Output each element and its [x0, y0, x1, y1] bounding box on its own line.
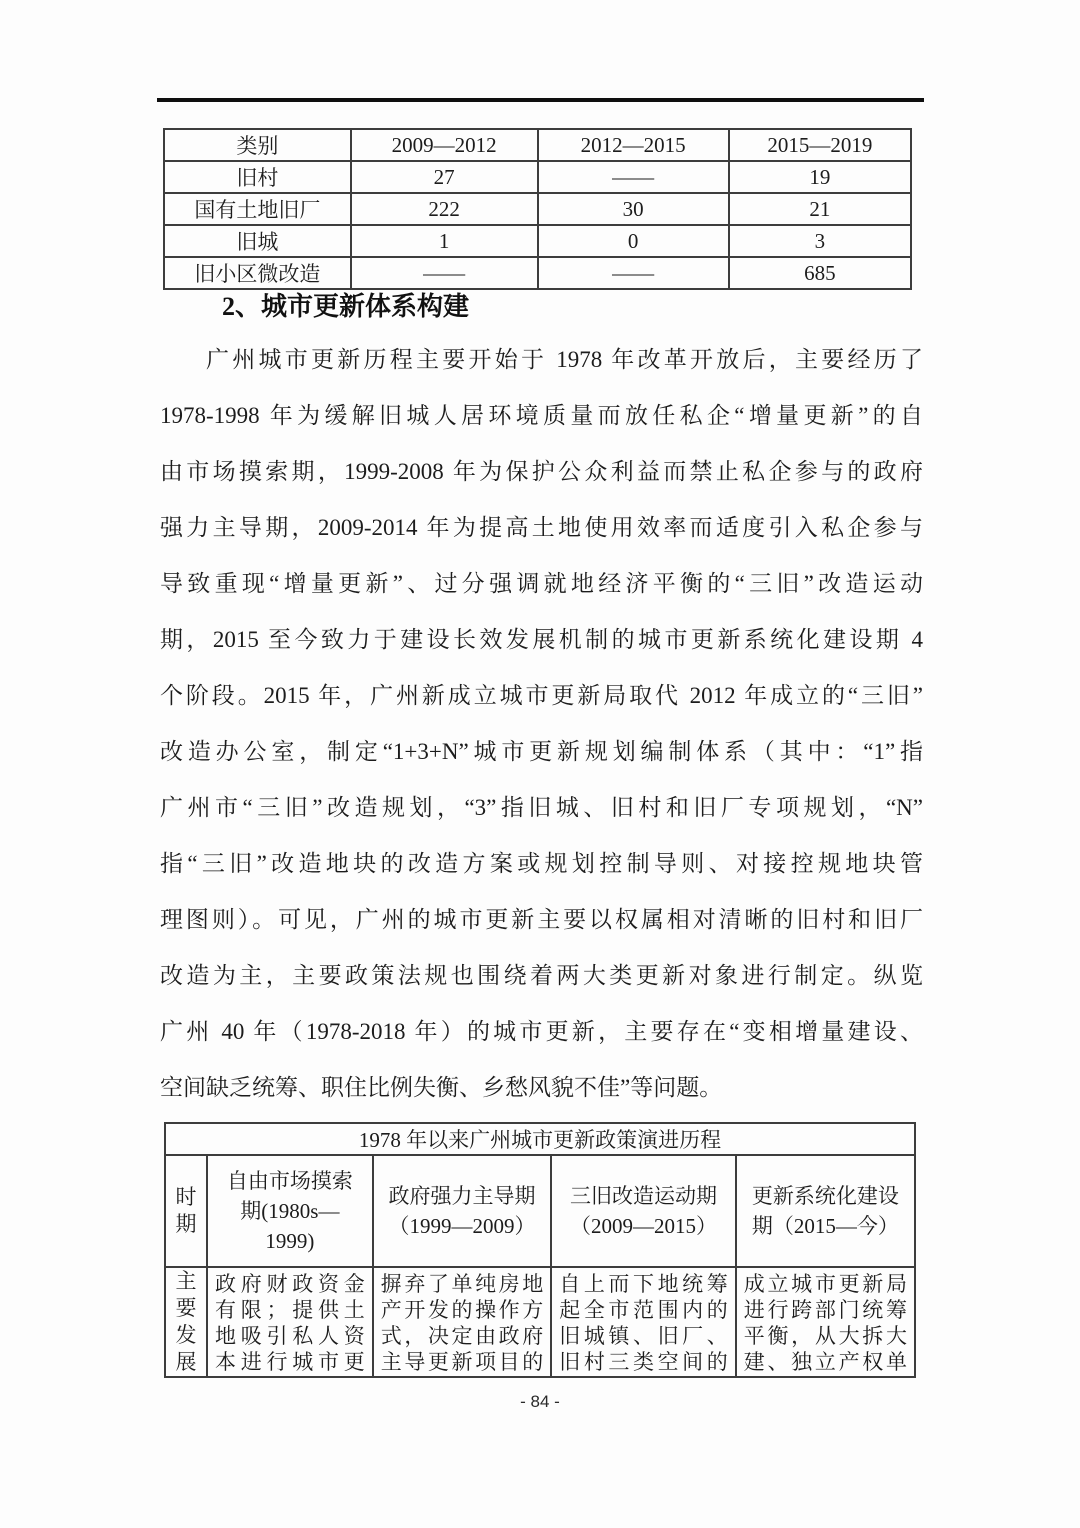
column-header: 三旧改造运动期 （2009—2015）	[551, 1155, 736, 1267]
renovation-projects-table	[163, 128, 912, 290]
cell-value: 685	[729, 257, 911, 289]
cell-value: 27	[351, 161, 538, 193]
table-row	[165, 1267, 915, 1377]
paragraph-line: 导致重现“增量更新”、过分强调就地经济平衡的“三旧”改造运动	[160, 571, 923, 596]
table-title-row	[165, 1123, 915, 1155]
cell-value: 3	[729, 225, 911, 257]
paragraph-line: 个阶段。2015 年，广州新成立城市更新局取代 2012 年成立的“三旧”	[160, 683, 923, 708]
cell-value: 21	[729, 193, 911, 225]
paragraph-line: 由市场摸索期，1999-2008 年为保护公众利益而禁止私企参与的政府	[160, 459, 923, 484]
page-number: - 84 -	[520, 1392, 560, 1411]
cell-value: ——	[351, 257, 538, 289]
cell-text: 成立城市更新局 进行跨部门统筹 平衡，从大拆大 建、独立产权单	[736, 1267, 915, 1377]
cell-value: ——	[538, 161, 729, 193]
paragraph-line: 强力主导期，2009-2014 年为提高土地使用效率而适度引入私企参与	[160, 515, 923, 540]
page-header-rule	[157, 98, 924, 102]
cell-value: 0	[538, 225, 729, 257]
cell-value: 30	[538, 193, 729, 225]
policy-evolution-table	[164, 1122, 916, 1378]
paragraph-line: 理图则）。可见，广州的城市更新主要以权属相对清晰的旧村和旧厂	[160, 907, 923, 932]
row-label: 旧小区微改造	[164, 257, 351, 289]
table-row	[164, 193, 911, 225]
cell-text: 自上而下地统筹 起全市范围内的 旧城镇、旧厂、 旧村三类空间的	[551, 1267, 736, 1377]
body-paragraph	[160, 332, 923, 1116]
section-heading: 2、城市更新体系构建	[222, 292, 470, 321]
row-label: 旧城	[164, 225, 351, 257]
paragraph-line: 改造办公室，制定“1+3+N”城市更新规划编制体系（其中：“1”指	[160, 739, 923, 764]
cell-text: 摒弃了单纯房地 产开发的操作方 式，决定由政府 主导更新项目的	[373, 1267, 552, 1377]
paragraph-line: 空间缺乏统筹、职住比例失衡、乡愁风貌不佳”等问题。	[160, 1075, 723, 1100]
column-header-period: 时 期	[165, 1155, 207, 1267]
cell-value: 1	[351, 225, 538, 257]
column-header: 自由市场摸索 期(1980s— 1999)	[207, 1155, 373, 1267]
cell-text: 政府财政资金 有限；提供土 地吸引私人资 本进行城市更	[207, 1267, 373, 1377]
cell-value: 19	[729, 161, 911, 193]
column-header: 2012—2015	[538, 129, 729, 161]
paragraph-line: 广州城市更新历程主要开始于 1978 年改革开放后，主要经历了	[206, 347, 923, 372]
paragraph-line: 广州市“三旧”改造规划，“3”指旧城、旧村和旧厂专项规划，“N”	[160, 795, 923, 820]
column-header: 政府强力主导期 （1999—2009）	[373, 1155, 552, 1267]
paragraph-line: 广州 40 年（1978-2018 年）的城市更新，主要存在“变相增量建设、	[160, 1019, 923, 1044]
table-header-row	[165, 1155, 915, 1267]
table-row	[164, 257, 911, 289]
paragraph-line: 改造为主，主要政策法规也围绕着两大类更新对象进行制定。纵览	[160, 963, 923, 988]
row-label-vertical: 主 要 发 展	[165, 1267, 207, 1377]
column-header: 2015—2019	[729, 129, 911, 161]
cell-value: ——	[538, 257, 729, 289]
table-row	[164, 161, 911, 193]
table-header-row	[164, 129, 911, 161]
table-title: 1978 年以来广州城市更新政策演进历程	[165, 1123, 915, 1155]
column-header: 类别	[164, 129, 351, 161]
row-label: 国有土地旧厂	[164, 193, 351, 225]
paragraph-line: 1978-1998 年为缓解旧城人居环境质量而放任私企“增量更新”的自	[160, 403, 923, 428]
column-header: 2009—2012	[351, 129, 538, 161]
column-header: 更新系统化建设 期（2015—今）	[736, 1155, 915, 1267]
paragraph-line: 期，2015 至今致力于建设长效发展机制的城市更新系统化建设期 4	[160, 627, 923, 652]
cell-value: 222	[351, 193, 538, 225]
row-label: 旧村	[164, 161, 351, 193]
paragraph-line: 指“三旧”改造地块的改造方案或规划控制导则、对接控规地块管	[160, 851, 923, 876]
table-row	[164, 225, 911, 257]
